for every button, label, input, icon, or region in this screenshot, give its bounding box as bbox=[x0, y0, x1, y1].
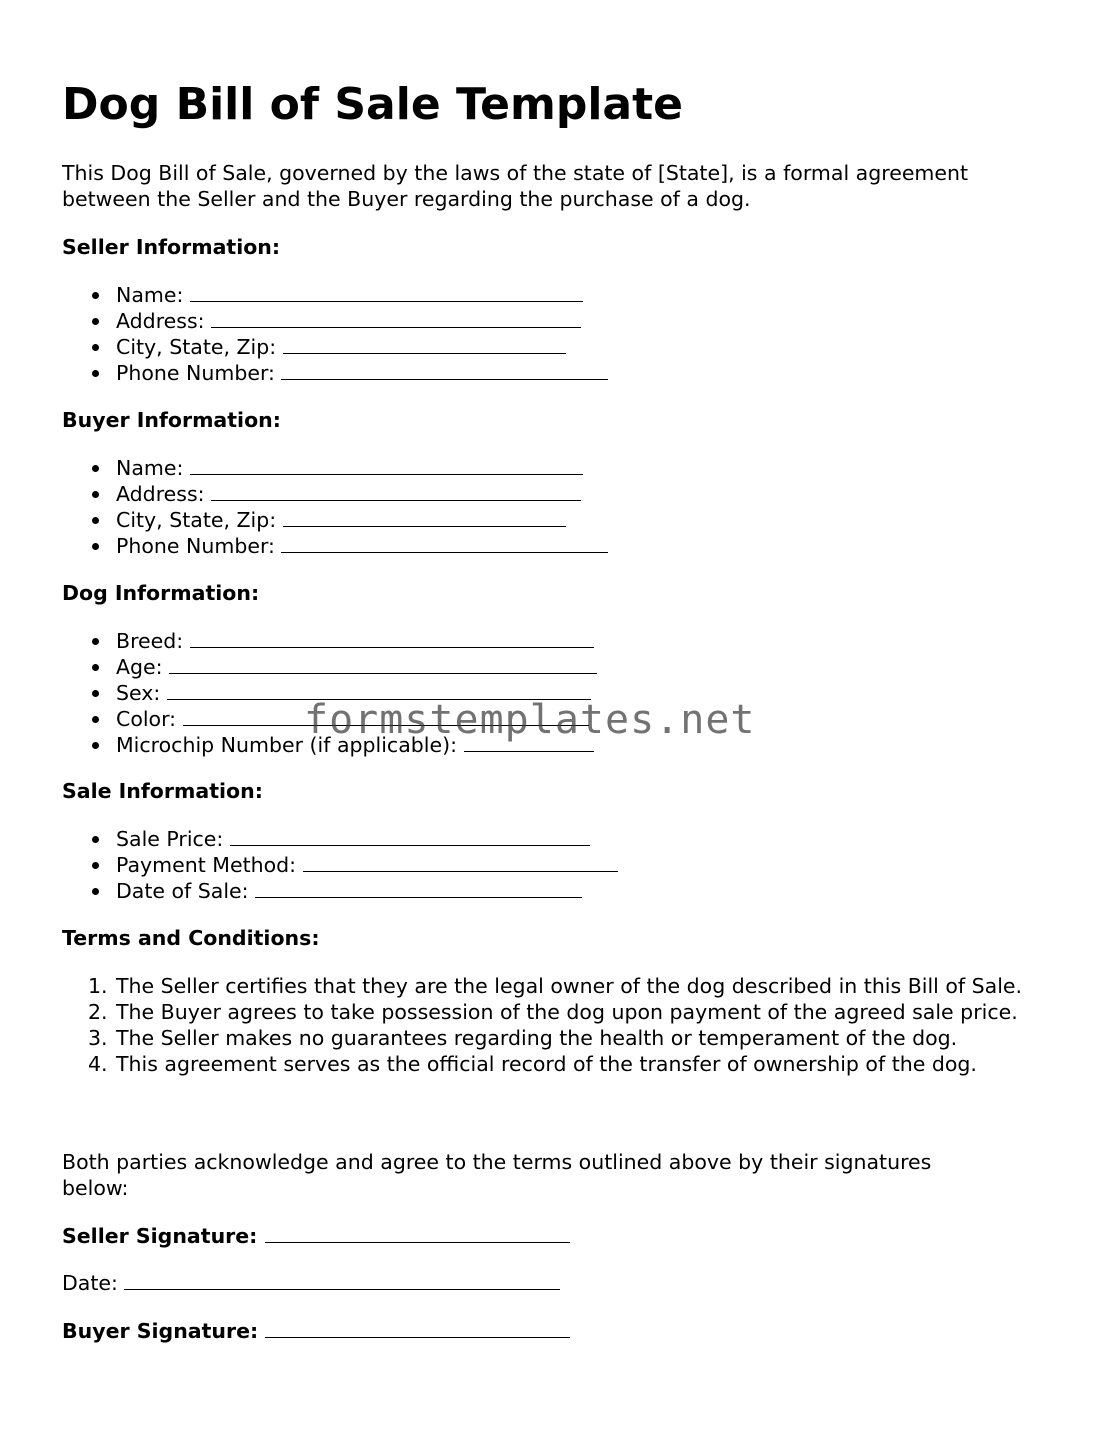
date-of-sale-field[interactable] bbox=[62, 878, 618, 904]
payment-method-field[interactable] bbox=[62, 852, 618, 878]
blank-line bbox=[464, 732, 594, 752]
blank-line bbox=[265, 1318, 570, 1338]
blank-line bbox=[183, 706, 589, 726]
blank-line bbox=[169, 654, 597, 674]
seller-heading: Seller Information: bbox=[62, 235, 281, 259]
dog-age-field[interactable] bbox=[62, 654, 597, 680]
buyer-address-field[interactable] bbox=[62, 481, 608, 507]
terms-item-number: 4. bbox=[88, 1052, 108, 1076]
field-label: Color: bbox=[116, 707, 177, 731]
terms-item bbox=[62, 1025, 1056, 1051]
dog-field-list bbox=[62, 628, 597, 758]
blank-line bbox=[283, 334, 566, 354]
field-label: Phone Number: bbox=[116, 534, 275, 558]
terms-item-text: The Seller makes no guarantees regarding the health or temperament of the dog. bbox=[116, 1026, 958, 1050]
buyer-heading: Buyer Information: bbox=[62, 408, 281, 432]
seller-city-state-zip-field[interactable] bbox=[62, 334, 608, 360]
seller-field-list bbox=[62, 282, 608, 386]
blank-line bbox=[167, 680, 591, 700]
dog-heading: Dog Information: bbox=[62, 581, 260, 605]
seller-phone-field[interactable] bbox=[62, 360, 608, 386]
field-label: Age: bbox=[116, 655, 163, 679]
blank-line bbox=[190, 628, 594, 648]
blank-line bbox=[283, 507, 566, 527]
page-title: Dog Bill of Sale Template bbox=[62, 79, 683, 130]
blank-line bbox=[211, 481, 581, 501]
blank-line bbox=[190, 455, 583, 475]
terms-item bbox=[62, 999, 1056, 1025]
sale-price-field[interactable] bbox=[62, 826, 618, 852]
terms-item bbox=[62, 973, 1056, 999]
seller-signature-field[interactable] bbox=[62, 1223, 570, 1249]
terms-item bbox=[62, 1051, 1056, 1077]
dog-breed-field[interactable] bbox=[62, 628, 597, 654]
blank-line bbox=[230, 826, 590, 846]
terms-list bbox=[62, 973, 1056, 1077]
terms-item-number: 1. bbox=[88, 974, 108, 998]
sale-heading: Sale Information: bbox=[62, 779, 263, 803]
field-label: Date of Sale: bbox=[116, 879, 249, 903]
terms-item-text: The Buyer agrees to take possession of the dog upon payment of the agreed sale price. bbox=[116, 1000, 1018, 1024]
blank-line bbox=[303, 852, 618, 872]
blank-line bbox=[190, 282, 583, 302]
acknowledgement-paragraph: Both parties acknowledge and agree to the terms outlined above by their signatures below: bbox=[62, 1150, 932, 1200]
blank-line bbox=[281, 533, 608, 553]
dog-color-field[interactable] bbox=[62, 706, 597, 732]
field-label: Payment Method: bbox=[116, 853, 297, 877]
buyer-city-state-zip-field[interactable] bbox=[62, 507, 608, 533]
field-label: Breed: bbox=[116, 629, 184, 653]
terms-item-text: This agreement serves as the official record of the transfer of ownership of the dog. bbox=[116, 1052, 977, 1076]
intro-paragraph: This Dog Bill of Sale, governed by the laws of the state of [State], is a formal agreement between the Seller and the Buyer regarding the purchase of a dog. bbox=[62, 161, 969, 211]
field-label: Sex: bbox=[116, 681, 161, 705]
watermark-text: formstemplates.net bbox=[304, 697, 756, 743]
sale-field-list bbox=[62, 826, 618, 904]
date-field[interactable] bbox=[62, 1270, 560, 1296]
field-label: Microchip Number (if applicable): bbox=[116, 733, 457, 757]
seller-address-field[interactable] bbox=[62, 308, 608, 334]
terms-item-number: 2. bbox=[88, 1000, 108, 1024]
blank-line bbox=[281, 360, 608, 380]
field-label: Sale Price: bbox=[116, 827, 224, 851]
field-label: Name: bbox=[116, 456, 184, 480]
dog-microchip-field[interactable] bbox=[62, 732, 597, 758]
buyer-signature-label: Buyer Signature: bbox=[62, 1319, 259, 1343]
field-label: City, State, Zip: bbox=[116, 335, 277, 359]
terms-item-text: The Seller certifies that they are the legal owner of the dog described in this Bill of Sale. bbox=[116, 974, 1023, 998]
buyer-phone-field[interactable] bbox=[62, 533, 608, 559]
buyer-field-list bbox=[62, 455, 608, 559]
field-label: Name: bbox=[116, 283, 184, 307]
seller-name-field[interactable] bbox=[62, 282, 608, 308]
field-label: Address: bbox=[116, 482, 205, 506]
date-label: Date: bbox=[62, 1271, 118, 1295]
field-label: City, State, Zip: bbox=[116, 508, 277, 532]
seller-signature-label: Seller Signature: bbox=[62, 1224, 258, 1248]
field-label: Phone Number: bbox=[116, 361, 275, 385]
field-label: Address: bbox=[116, 309, 205, 333]
blank-line bbox=[265, 1223, 570, 1243]
terms-item-number: 3. bbox=[88, 1026, 108, 1050]
buyer-signature-field[interactable] bbox=[62, 1318, 570, 1344]
buyer-name-field[interactable] bbox=[62, 455, 608, 481]
dog-sex-field[interactable] bbox=[62, 680, 597, 706]
blank-line bbox=[124, 1270, 560, 1290]
blank-line bbox=[255, 878, 582, 898]
terms-heading: Terms and Conditions: bbox=[62, 926, 320, 950]
blank-line bbox=[211, 308, 581, 328]
